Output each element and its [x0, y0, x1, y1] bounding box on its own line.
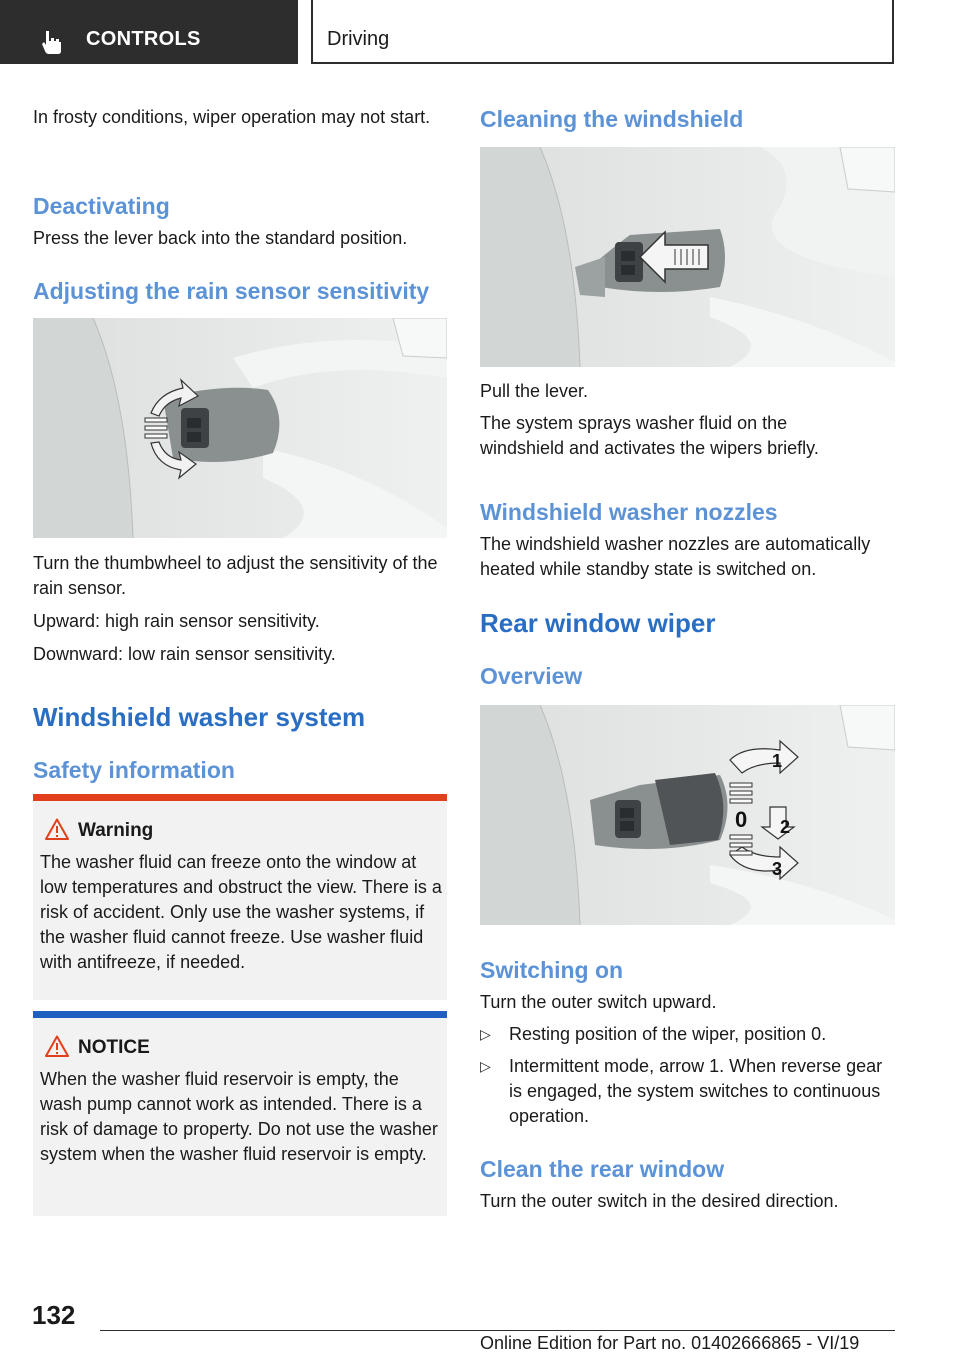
- rain-sensor-text-1: Turn the thumbwheel to adjust the sensitivity of the rain sensor.: [33, 553, 438, 598]
- switching-on-text: Turn the outer switch upward.: [480, 992, 717, 1012]
- nozzles-text: The windshield washer nozzles are automatically heated while standby state is switched on.: [480, 534, 871, 579]
- clean-rear-text: Turn the outer switch in the desired direction.: [480, 1191, 839, 1211]
- pointing-hand-icon: [40, 29, 66, 55]
- bullet-icon: ▷: [480, 1058, 491, 1074]
- warning-bar: [33, 794, 447, 801]
- cleaning-figure: [480, 147, 895, 367]
- page-number: 132: [32, 1300, 76, 1330]
- list-item-text: Intermittent mode, arrow 1. When reverse gear is engaged, the system switches to continuous operation.: [509, 1056, 883, 1126]
- warning-box: [33, 794, 447, 1000]
- bullet-icon: ▷: [480, 1026, 491, 1042]
- notice-triangle-icon: [45, 1035, 69, 1057]
- warning-triangle-icon: [45, 818, 69, 840]
- section-tab: [0, 0, 298, 64]
- intro-text: In frosty conditions, wiper operation may not start.: [33, 107, 431, 127]
- chapter-title: Driving: [327, 28, 390, 50]
- washer-system-heading: Windshield washer system: [33, 702, 366, 732]
- cleaning-text-2: The system sprays washer fluid on the windshield and activates the wipers briefly.: [480, 413, 819, 458]
- section-tab-label: CONTROLS: [86, 28, 201, 50]
- fig-label-2: 2: [780, 817, 791, 837]
- rain-sensor-figure: [33, 318, 447, 538]
- rain-sensor-text-2: Upward: high rain sensor sensitivity.: [33, 611, 320, 631]
- cleaning-text-1: Pull the lever.: [480, 381, 589, 401]
- footer-rule: [100, 1330, 895, 1331]
- rear-wiper-heading: Rear window wiper: [480, 608, 716, 638]
- warning-body: The washer fluid can freeze onto the window at low temperatures and obstruct the view. There is a risk of accident. Only use the washer systems, if the washer fluid cannot freeze. Use washer fluid with antifreeze, if needed.: [40, 852, 442, 972]
- fig-label-0: 0: [735, 807, 748, 832]
- deactivating-text: Press the lever back into the standard position.: [33, 228, 408, 248]
- safety-info-heading: Safety information: [33, 757, 235, 783]
- notice-body: When the washer fluid reservoir is empty, the wash pump cannot work as intended. There is a risk of damage to property. Do not use the washer system when the washer fluid reservoir is empty.: [40, 1069, 438, 1164]
- chapter-header: [311, 0, 894, 64]
- list-item-text: Resting position of the wiper, position 0.: [509, 1024, 827, 1044]
- edition-text: Online Edition for Part no. 01402666865 - VI/19: [480, 1333, 860, 1353]
- cleaning-heading: Cleaning the windshield: [480, 106, 744, 132]
- overview-heading: Overview: [480, 663, 583, 689]
- nozzles-heading: Windshield washer nozzles: [480, 499, 778, 525]
- clean-rear-heading: Clean the rear window: [480, 1156, 725, 1182]
- fig-label-1: 1: [772, 751, 783, 771]
- notice-title: NOTICE: [78, 1037, 150, 1058]
- fig-label-3: 3: [772, 859, 783, 879]
- rear-wiper-figure: [480, 705, 895, 925]
- rain-sensor-text-3: Downward: low rain sensor sensitivity.: [33, 644, 336, 664]
- warning-title: Warning: [78, 820, 154, 841]
- notice-box: [33, 1011, 447, 1216]
- rain-sensor-heading: Adjusting the rain sensor sensitivity: [33, 278, 430, 304]
- switching-on-heading: Switching on: [480, 957, 624, 983]
- deactivating-heading: Deactivating: [33, 193, 170, 219]
- notice-bar: [33, 1011, 447, 1018]
